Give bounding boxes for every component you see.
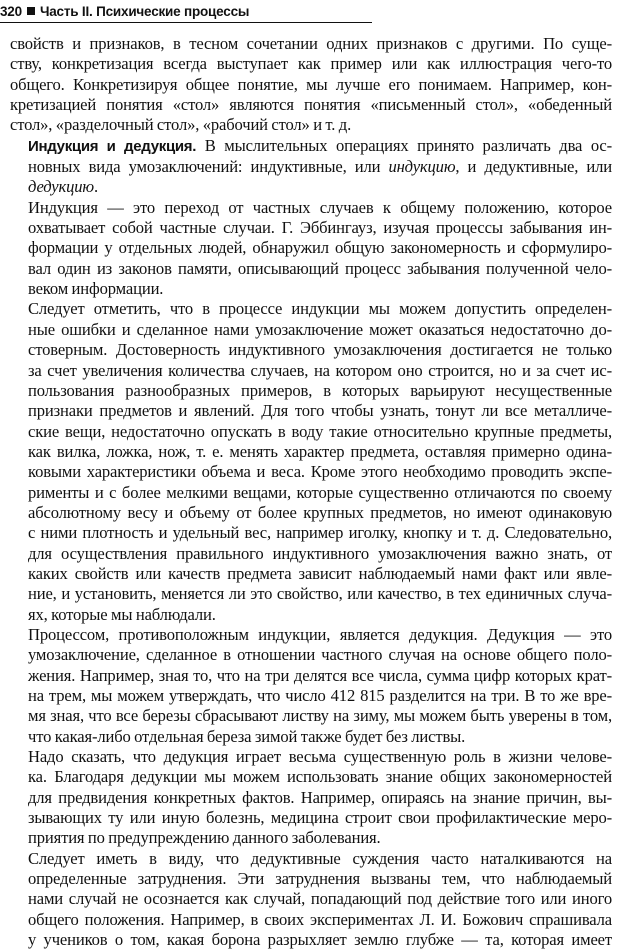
body-text [10,34,612,950]
text-line: формации у отдельных людей, обнаружил общую закономерность и сформулиро- [28,238,612,258]
text-line: рименты и с более мелкими вещами, которые существенно отличаются по своему [28,482,612,502]
text-fragment: новных вида умозаключений: индуктивные, или [28,157,389,177]
paragraph [10,34,612,136]
text-line: ка. Благодаря дедукции мы можем использовать знание общих закономерностей [28,767,612,787]
text-line: вал один из законов памяти, описывающий процесс забывания полученной чело- [28,258,612,278]
text-line: абсолютному весу и объему от более крупных предметов, но имеют одинаковую [28,502,612,522]
text-line: ковыми характеристики объема и веса. Кроме этого необходимо проводить экспе- [28,462,612,482]
text-line: с ними плотность и удельный вес, например иголку, кнопку и т. д. Следовательно, [28,523,612,543]
text-line: ские вещи, недостаточно опускать в воду такие относительно крупные предметы, [28,421,612,441]
text-line: ству, конкретизация всегда выступает как пример или как иллюстрация чего-то [10,54,612,74]
text-line: приятия по предупреждению данного заболевания. [28,828,381,848]
text-line: каких свойств или качеств предмета зависит наблюдаемый нами факт или явле- [28,563,612,583]
text-line: что какая-либо отдельная береза зимой также будет без листвы. [28,726,466,746]
run-in-heading: Индукция и дедукция. [28,137,197,155]
text-line: для предвидения конкретных фактов. Например, опираясь на знание причин, вы- [28,787,612,807]
text-line: мя зная, что все березы сбрасывают листву на зиму, мы можем быть уверены в том, [28,706,612,726]
text-line: веком информации. [28,279,164,299]
running-head [0,0,372,23]
text-line: для осуществления правильного индуктивного умозаключения важно знать, от [28,543,612,563]
paragraph [10,136,612,198]
text-line [10,157,612,177]
paragraph [10,299,612,625]
text-line [10,177,612,197]
text-fragment: В мыслительных операциях принято различать два ос- [196,135,612,155]
text-line: определенные затруднения. Эти затруднения вызваны тем, что наблюдаемый [28,869,612,889]
text-fragment: , и дедуктивные, или [455,157,612,177]
square-bullet-icon [27,7,35,15]
text-line: Процессом, противоположным индукции, является дедукция. Дедукция — это [28,624,612,644]
text-line: на трем, мы можем утверждать, что число 412 815 разделится на три. В то же вре- [28,686,612,705]
page-number: 320 [0,3,22,19]
text-line: кретизацией понятия «стол» являются понятия «письменный стол», «обеденный [10,95,612,115]
section-title: Часть II. Психические процессы [39,3,250,19]
text-line: общего положения. Например, в своих экспериментах Л. И. Божович спрашивала [28,909,612,929]
text-line: нами случай не осознается как случай, попадающий под действие того или иного [28,889,612,909]
italic-term: дедукцию [28,177,94,197]
text-line: ные ошибки и сделанное нами умозаключение может оказаться недостаточно до- [28,319,612,339]
text-line: пользования разнообразных примеров, в которых варьируют несущественные [28,380,612,400]
text-line: Индукция — это переход от частных случаев к общему положению, которое [28,197,612,217]
text-line: у учеников о том, какая борона разрыхляет землю глубже — та, которая имеет [28,930,612,950]
text-line: стоверным. Достоверность индуктивного умозаключения достигается не только [28,340,612,360]
paragraph [10,747,612,849]
text-line: зывающих ту или иную болезнь, медицина строит свои профилактические меро- [28,808,612,828]
text-line: охватывает собой частные случаи. Г. Эббингауз, изучая процессы забывания ин- [28,218,612,238]
text-line: свойств и признаков, в тесном сочетании одних признаков с другими. По суще- [10,34,612,53]
text-line [10,136,612,157]
text-line: Следует иметь в виду, что дедуктивные суждения часто наталкиваются на [28,848,612,868]
text-line: ние, и установить, меняется ли это свойство, или качество, в тех единичных случа- [28,584,612,604]
text-line: Надо сказать, что дедукция играет весьма существенную роль в жизни челове- [28,747,612,767]
text-fragment: . [93,177,98,197]
paragraph [10,849,612,950]
text-line: стол», «разделочный стол», «рабочий стол» и т. д. [10,115,352,135]
text-line: признаки предметов и явлений. Для того чтобы узнать, тонут ли все металличе- [28,401,612,421]
text-line: жения. Например, зная то, что на три делятся все числа, сумма цифр которых крат- [28,665,612,685]
text-line: как вилка, ложка, нож, т. е. менять характер предмета, оставляя примерно одина- [28,441,612,461]
text-line: умозаключение, сделанное в отношении частного случая на основе общего поло- [28,645,612,665]
paragraph [10,198,612,300]
text-line: за счет увеличения количества случаев, на котором оно строится, но и за счет ис- [28,360,612,380]
text-line: Следует отметить, что в процессе индукции мы можем допустить определен- [28,299,612,319]
italic-term: индукцию [388,157,456,177]
text-line: ях, которые мы наблюдали. [28,604,216,624]
text-line: общего. Конкретизируя общее понятие, мы лучше его понимаем. Например, кон- [10,74,612,94]
paragraph [10,625,612,747]
